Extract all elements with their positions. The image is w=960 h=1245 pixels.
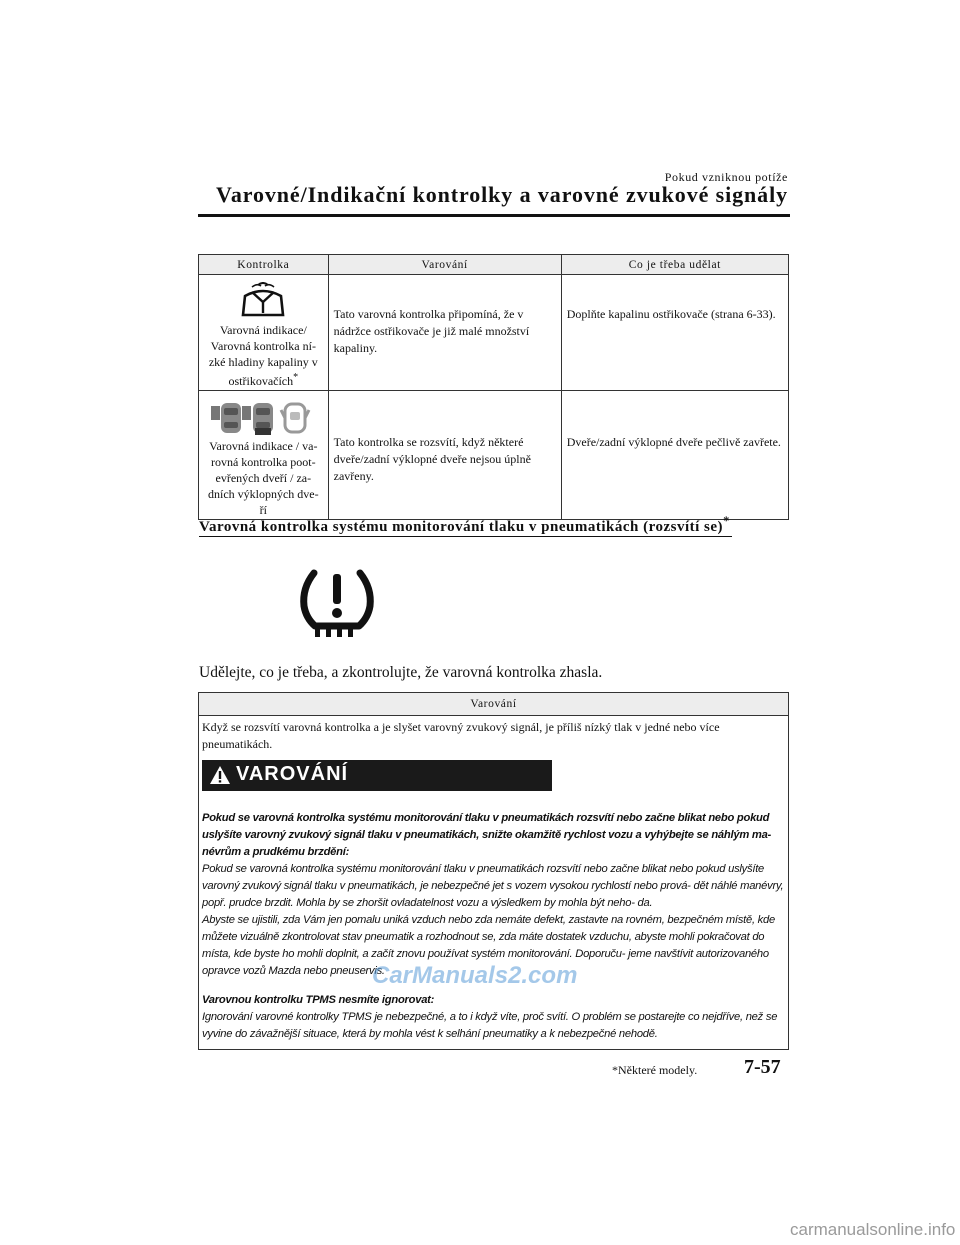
section-label: Pokud vzniknou potíže <box>664 170 788 184</box>
table-header-row <box>199 255 789 275</box>
warning-paragraph-bold: Varovnou kontrolku TPMS nesmíte ignorovat: <box>202 994 435 1006</box>
warning-text <box>202 810 787 1043</box>
warning-cell: Tato kontrolka se rozsvítí, když některé dveře/zadní výklopné dveře nejsou úplně zavřeny. <box>328 391 561 520</box>
warning-triangle-icon <box>209 765 231 785</box>
light-cell <box>199 391 329 520</box>
warning-cell: Tato varovná kontrolka připomíná, že v nádržce ostřikovače je již malé množství kapaliny. <box>328 275 561 391</box>
page-title: Varovné/Indikační kontrolky a varovné zvukové signály <box>216 182 788 207</box>
tpms-heading: Varovná kontrolka systému monitorování tlaku v pneumatikách (rozsvítí se)* <box>199 514 730 535</box>
light-cell <box>199 275 329 391</box>
instruction-text: Udělejte, co je třeba, a zkontrolujte, že varovná kontrolka zhasla. <box>199 664 603 681</box>
warning-paragraph: Abyste se ujistili, zda Vám jen pomalu uniká vzduch nebo zda nemáte defekt, zastavte na rovném, bezpečném místě, kde můžete vizuálně zkontrolovat stav pneumatik a rozhodnout se, zda máte dostatek vzduchu, abyste mohli pokračovat do místa, kde byste ho mohli doplnit, a začít znovu používat systém monitorování. Doporuču- jeme navštívit autorizovaného opravce vozů Mazda nebo pneuservis. <box>202 914 775 977</box>
tpms-icon <box>297 566 377 638</box>
column-header: Co je třeba udělat <box>561 255 788 275</box>
washer-fluid-icon <box>240 282 286 320</box>
tpms-heading-underline <box>199 536 732 537</box>
warning-paragraph: Pokud se varovná kontrolka systému monitorování tlaku v pneumatikách rozsvítí nebo začne blikat nebo pokud uslyšíte varovný zvukový signál tlaku v pneumatikách, je nebezpečné jet s vozem vysokou rychlostí nebo prová- dět náhlé manévry, popř. prudce brzdit. Mohla by se zhoršit ovladatelnost vozu a výsledkem by mohla být neho- da. <box>202 863 784 909</box>
title-divider <box>198 214 790 217</box>
table-row <box>199 391 789 520</box>
column-header: Kontrolka <box>199 255 329 275</box>
warning-box-header: Varování <box>199 693 788 716</box>
action-cell: Dveře/zadní výklopné dveře pečlivě zavřete. <box>561 391 788 520</box>
light-name: Varovná indikace/ Varovná kontrolka ní- zké hladiny kapaliny v ostřikovačích* <box>208 323 318 388</box>
warning-paragraph-bold: Pokud se varovná kontrolka systému monitorování tlaku v pneumatikách rozsvítí nebo začne blikat nebo pokud uslyšíte varovný zvukový signál tlaku v pneumatikách, snižte okamžitě rychlost vozu a vyhýbejte se náhlým ma- névrům a prudkému brzdění: <box>202 812 772 858</box>
column-header: Varování <box>328 255 561 275</box>
page-number: 7-57 <box>744 1056 781 1078</box>
watermark: CarManuals2.com <box>372 962 578 989</box>
warning-paragraph: Ignorování varovné kontrolky TPMS je nebezpečné, a to i když víte, proč svítí. O problém se postarejte co nejdříve, než se vyvine do závažnější situace, která by mohla vést k selhání pneumatiky a k nebezpečné nehodě. <box>202 1011 778 1040</box>
warning-box <box>198 692 789 1050</box>
warning-banner <box>202 760 552 791</box>
warning-lights-table <box>198 254 789 520</box>
warning-banner-label: VAROVÁNÍ <box>236 763 349 785</box>
table-row <box>199 275 789 391</box>
footnote: *Některé modely. <box>612 1063 698 1077</box>
light-name: Varovná indikace / va- rovná kontrolka poot- evřených dveří / za- dních výklopných dve- ří <box>207 439 319 517</box>
door-open-icon <box>207 398 319 436</box>
action-cell: Doplňte kapalinu ostřikovače (strana 6-33). <box>561 275 788 391</box>
warning-intro: Když se rozsvítí varovná kontrolka a je slyšet varovný zvukový signál, je příliš nízký tlak v jedné nebo více pneumatikách. <box>202 720 720 751</box>
site-watermark: carmanualsonline.info <box>790 1220 956 1239</box>
